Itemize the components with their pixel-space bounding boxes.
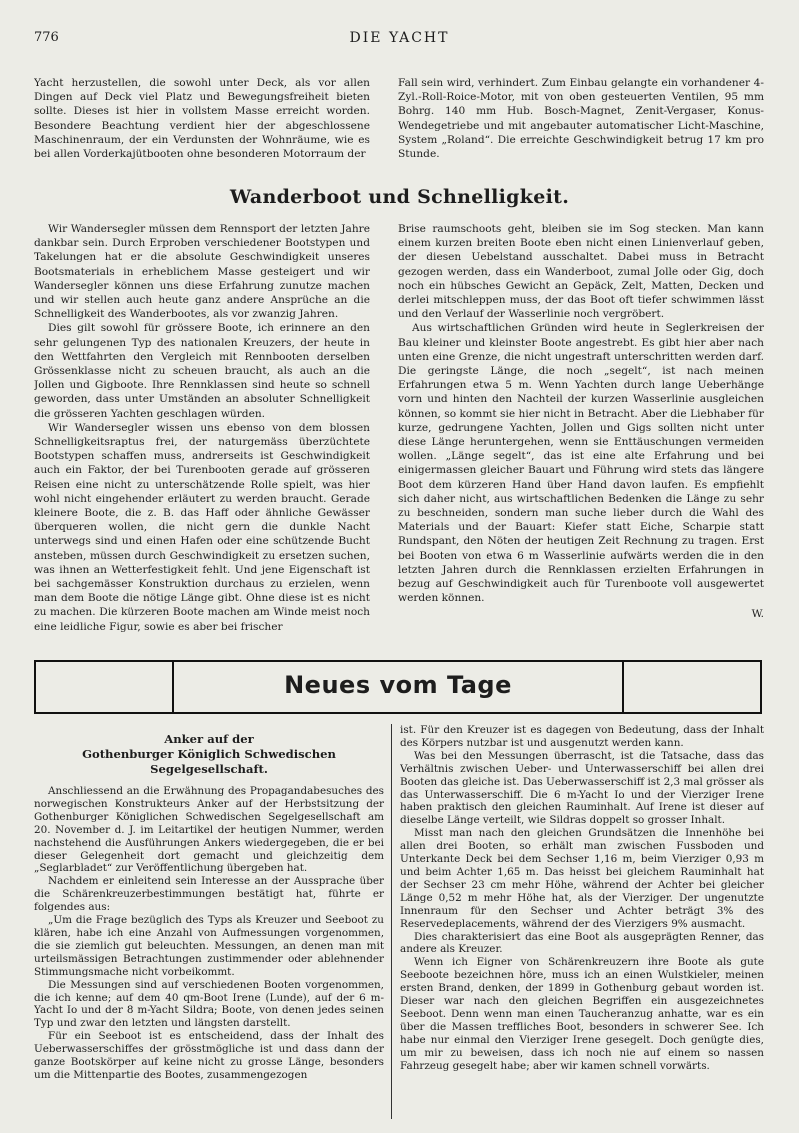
paragraph: Brise raumschoots geht, bleiben sie im Sog stecken. Man kann einem kurzen breiten Boote eben nicht einen Linienverlauf geben, der diesen Uebelstand ausschaltet. Dabei muss in Betracht gezogen werden, dass ein Wanderboot, zumal Jolle oder Gig, doch noch ein hübsches Gewicht an Gepäck, Zelt, Matten, Decken und derlei mitschleppen muss, der das Boot oft tiefer schwimmen lässt und den Verlauf der Wasserlinie noch vergröbert. xyxy=(398,223,764,321)
paragraph: Aus wirtschaftlichen Gründen wird heute in Seglerkreisen der Bau kleiner und kleinster Boote angestrebt. Es gibt hier aber nach unten eine Grenze, die nicht ungestraft unterschritten werden darf. Die geringste Länge, die noch „segelt“, ist nach meinen Erfahrungen etwa 5 m. Wenn Yachten durch lange Ueberhänge vorn und hinten den Nachteil der kurzen Wasserlinie ausgleichen können, so kommt sie hier nicht in Betracht. Aber die Liebhaber für kurze, gedrungene Yachten, Jollen und Gigs sollten nicht unter diese Länge heruntergehen, wenn sie Enttäuschungen vermeiden wollen. „Länge segelt“, das ist eine alte Erfahrung und bei einigermassen gleicher Bauart und Führung wird stets das längere Boot dem kürzeren Hand über Hand davon laufen. Es empfiehlt sich daher nicht, aus wirtschaftlichen Bedenken die Länge zu sehr zu beschneiden, sondern man suche lieber durch die Wahl des Materials und der Bauart: Kiefer statt Eiche, Scharpie statt Rundspant, den Nöten der heutigen Zeit Rechnung zu tragen. Erst bei Booten von etwa 6 m Wasserlinie aufwärts werden die in den letzten Jahren durch die Rennklassen erzielten Erfahrungen in bezug auf Geschwindigkeit auch für Turenboote voll ausgewertet werden können. xyxy=(398,322,764,605)
paragraph: Wenn ich Eigner von Schärenkreuzern ihre Boote als gute Seeboote bezeichnen höre, muss ich an einen Wulstkieler, meinen ersten Brand, denken, der 1899 in Gothenburg gebaut worden ist. Dieser war nach den gleichen Begriffen ein ausgezeichnetes Seeboot. Denn wenn man einen Taucheranzug anhatte, war es ein über die Massen treffliches Boot, besonders in schwerer See. Ich habe nur einmal den Vierziger Irene gesegelt. Doch genügte dies, um mir zu beweisen, dass ich noch nie auf einem so nassen Fahrzeug gesegelt habe; aber wir kamen schnell vorwärts. xyxy=(400,956,764,1072)
paragraph: Anschliessend an die Erwähnung des Propagandabesuches des norwegischen Konstrukteurs Anker auf der Herbstsitzung der Gothenburger Königlichen Schwedischen Segelgesellschaft am 20. November d. J. im Leitartikel der heutigen Nummer, werden nachstehend die Ausführungen Ankers wiedergegeben, die er bei dieser Gelegenheit dort gemacht und gleichzeitig dem „Seglarbladet“ zur Veröffentlichung übergeben hat. xyxy=(34,785,384,875)
column-divider xyxy=(391,724,392,1119)
author-signature: W. xyxy=(751,608,764,621)
paragraph: Wir Wandersegler müssen dem Rennsport der letzten Jahre dankbar sein. Durch Erproben verschiedener Bootstypen und Takelungen hat er die absolute Geschwindigkeit unseres Bootsmaterials in erheblichem Masse gesteigert und wir Wandersegler können uns diese Erfahrung zunutze machen und wir stellen auch heute ganz andere Ansprüche an die Schnelligkeit des Wanderbootes, als vor zwanzig Jahren. xyxy=(34,223,370,321)
paragraph: Dies gilt sowohl für grössere Boote, ich erinnere an den sehr gelungenen Typ des nationalen Kreuzers, der heute in den Wettfahrten den Vergleich mit Rennbooten derselben Grössenklasse nicht zu scheuen braucht, als auch an die Jollen und Gigboote. Ihre Rennklassen sind heute so schnell geworden, dass unter Umständen an absoluter Schnelligkeit die grösseren Yachten geschlagen würden. xyxy=(34,322,370,420)
paragraph: Fall sein wird, verhindert. Zum Einbau gelangte ein vorhandener 4-Zyl.-Roll-Roice-Motor, mit von oben gesteuerten Ventilen, 95 mm Bohrg. 140 mm Hub. Bosch-Magnet, Zenit-Vergaser, Konus-Wendegetriebe und mit angebauter automatischer Licht-Maschine, System „Roland“. Die erreichte Geschwindigkeit betrug 17 km pro Stunde. xyxy=(398,77,764,161)
page-number: 776 xyxy=(34,30,59,45)
article1-left-column xyxy=(34,222,370,652)
article2-heading-line1: Anker auf der xyxy=(164,732,254,746)
page-header xyxy=(34,30,765,50)
article1-right-column xyxy=(398,222,764,652)
article2-right-column xyxy=(400,724,764,1124)
paragraph: Für ein Seeboot ist es entscheidend, dass der Inhalt des Ueberwasserschiffes der grösstmögliche ist und dass dann der ganze Bootskörper auf keine nicht zu grosse Länge, besonders um die Mittenpartie des Bootes, zusammengezogen xyxy=(34,1030,384,1081)
paragraph: Wir Wandersegler wissen uns ebenso von dem blossen Schnelligkeitsraptus frei, der naturgemäss überzüchtete Bootstypen schaffen muss, andrerseits ist Geschwindigkeit auch ein Faktor, der bei Turenbooten gerade auf grösseren Reisen eine nicht zu unterschätzende Rolle spielt, was hier wohl nicht eingehender erläutert zu werden braucht. Gerade kleinere Boote, die z. B. das Haff oder ähnliche Gewässer überqueren wollen, die nicht gern die dunkle Nacht unterwegs sind und einen Hafen oder eine schützende Bucht ansteben, müssen durch Geschwindigkeit zu ersetzen suchen, was ihnen an Wetterfestigkeit fehlt. Und jene Eigenschaft ist bei sachgemässer Konstruktion durchaus zu erzielen, wenn man dem Boote die nötige Länge gibt. Ohne diese ist es nicht zu machen. Die kürzeren Boote machen am Winde meist noch eine leidliche Figur, sowie es aber bei frischer xyxy=(34,421,370,633)
article-headline: Wanderboot und Schnelligkeit. xyxy=(229,186,570,208)
paragraph: Die Messungen sind auf verschiedenen Booten vorgenommen, die ich kenne; auf dem 40 qm-Boot Irene (Lunde), auf der 6 m-Yacht Io und der 8 m-Yacht Sildra; Boote, von denen jedes seinen Typ und zwar den letzten und längsten darstellt. xyxy=(34,978,384,1030)
paragraph: Was bei den Messungen überrascht, ist die Tatsache, dass das Verhältnis zwischen Ueber- und Unterwasserschiff bei allen drei Booten das gleiche ist. Das Ueberwasserschiff ist 2,3 mal grösser als das Unterwasserschiff. Die 6 m-Yacht Io und der Vierziger Irene haben praktisch den gleichen Rauminhalt. Auf Irene ist dieser auf dieselbe Länge verteilt, wie Sildras doppelt so grosser Inhalt. xyxy=(400,749,764,827)
paragraph: „Um die Frage bezüglich des Typs als Kreuzer und Seeboot zu klären, habe ich eine Anzahl von Aufmessungen vorgenommen, die sie ziemlich gut beleuchten. Messungen, an denen man mit urteilsmässigen Betrachtungen zustimmender oder ablehnender Stimmungsmache nicht vorbeikommt. xyxy=(34,914,384,978)
section-banner xyxy=(34,660,762,714)
top-right-column xyxy=(398,76,764,166)
banner-title: Neues vom Tage xyxy=(284,671,512,699)
paragraph: Nachdem er einleitend sein Interesse an der Aussprache über die Schärenkreuzerbestimmungen bestätigt hat, führte er folgendes aus: xyxy=(34,875,384,914)
article2-left-column xyxy=(34,724,384,1124)
paragraph: Yacht herzustellen, die sowohl unter Deck, als vor allen Dingen auf Deck viel Platz und Bewegungsfreiheit bieten sollte. Dieses ist hier in vollstem Masse erreicht worden. Besondere Beachtung verdient hier der abgeschlossene Maschinenraum, der ein Verdunsten der Wohnräume, wie es bei allen Vorderkajütbooten ohne besonderen Motorraum der xyxy=(34,77,370,161)
article2-heading-line2: Gothenburger Königlich Schwedischen Segelgesellschaft. xyxy=(82,747,336,776)
top-left-column xyxy=(34,76,370,166)
banner-left-panel xyxy=(36,662,174,712)
paragraph: Dies charakterisiert das eine Boot als ausgeprägten Renner, das andere als Kreuzer. xyxy=(400,930,764,956)
paragraph: ist. Für den Kreuzer ist es dagegen von Bedeutung, dass der Inhalt des Körpers nutzbar ist und ausgenutzt werden kann. xyxy=(400,724,764,749)
paragraph: Misst man nach den gleichen Grundsätzen die Innenhöhe bei allen drei Booten, so erhält man zwischen Fussboden und Unterkante Deck bei dem Sechser 1,16 m, beim Vierziger 0,93 m und beim Achter 1,65 m. Das heisst bei gleichem Rauminhalt hat der Sechser 23 cm mehr Höhe, während der Achter bei gleicher Länge 0,52 m mehr Höhe hat, als der Vierziger. Der ungenutzte Innenraum für den Sechser und Achter beträgt 3% des Reservedeplacements, während der des Vierzigers 9% ausmacht. xyxy=(400,827,764,930)
banner-right-panel xyxy=(622,662,760,712)
journal-title: DIE YACHT xyxy=(349,30,450,46)
